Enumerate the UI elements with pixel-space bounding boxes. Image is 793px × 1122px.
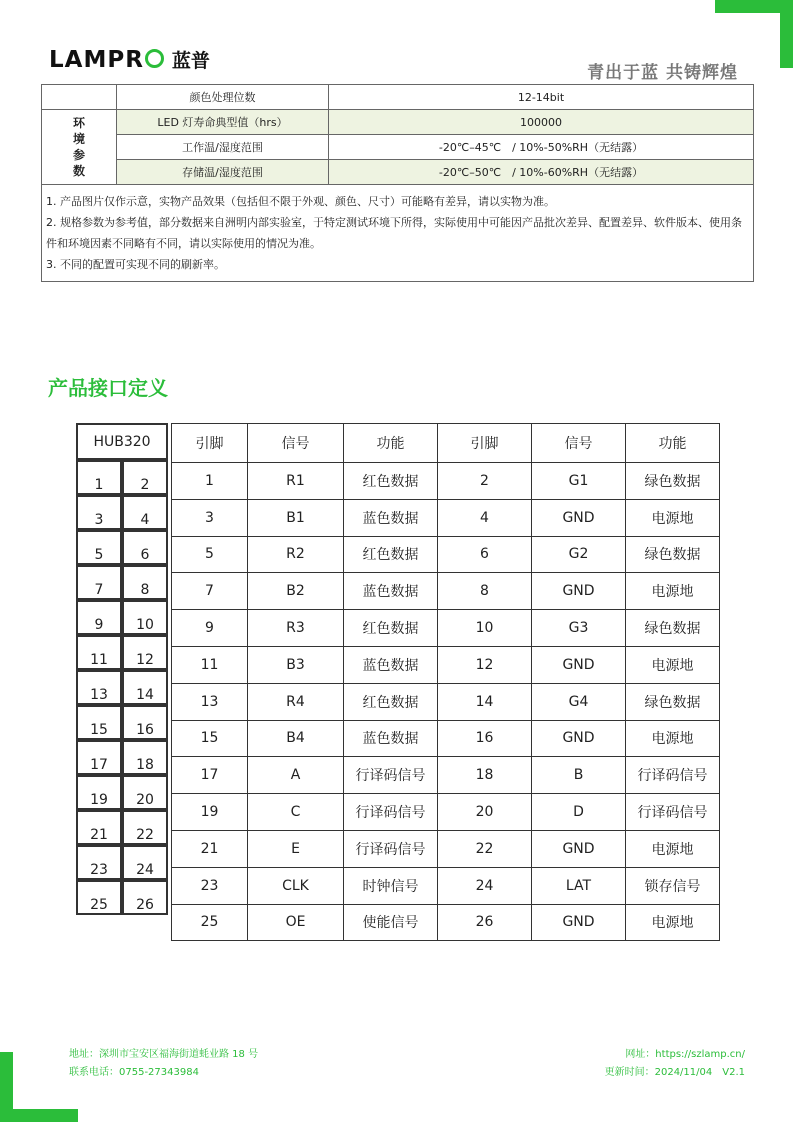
spec-notes bbox=[42, 185, 754, 282]
pin-table-cell: 锁存信号 bbox=[626, 867, 720, 904]
hub-pin-number: 21 bbox=[76, 810, 122, 845]
pin-table-cell: 17 bbox=[172, 757, 248, 794]
spec-value: -20℃–50℃ / 10%-60%RH（无结露） bbox=[329, 160, 754, 185]
table-row bbox=[172, 830, 720, 867]
hub-pin-number: 8 bbox=[122, 565, 168, 600]
hub-pin-number: 5 bbox=[76, 530, 122, 565]
pin-table-cell: 12 bbox=[438, 646, 532, 683]
pin-table-cell: 绿色数据 bbox=[626, 610, 720, 647]
pin-table-cell: G1 bbox=[532, 463, 626, 500]
hub-pin-number: 2 bbox=[122, 460, 168, 495]
pin-table-cell: 20 bbox=[438, 794, 532, 831]
pin-table-cell: 1 bbox=[172, 463, 248, 500]
pin-table-cell: 行译码信号 bbox=[344, 757, 438, 794]
pin-table-cell: GND bbox=[532, 646, 626, 683]
pin-table-cell: 电源地 bbox=[626, 904, 720, 941]
hub-pin-number: 24 bbox=[122, 845, 168, 880]
pin-table-cell: 绿色数据 bbox=[626, 683, 720, 720]
pin-table-cell: 电源地 bbox=[626, 573, 720, 610]
hub-pin-number: 26 bbox=[122, 880, 168, 915]
pin-table-header-cell: 信号 bbox=[248, 424, 344, 463]
pin-table-cell: 电源地 bbox=[626, 720, 720, 757]
pin-table-cell: 绿色数据 bbox=[626, 536, 720, 573]
spec-row bbox=[42, 85, 754, 110]
hub-pin-number: 13 bbox=[76, 670, 122, 705]
pin-table-cell: 7 bbox=[172, 573, 248, 610]
hub-pin-number: 17 bbox=[76, 740, 122, 775]
pin-table-cell: 5 bbox=[172, 536, 248, 573]
table-row bbox=[172, 683, 720, 720]
pin-table-header-cell: 引脚 bbox=[438, 424, 532, 463]
brand-logo bbox=[49, 46, 210, 73]
table-row bbox=[172, 536, 720, 573]
pin-table-cell: 绿色数据 bbox=[626, 463, 720, 500]
group-label-text: 环境参数 bbox=[72, 116, 85, 178]
pin-definition-table bbox=[171, 423, 720, 941]
table-row bbox=[172, 573, 720, 610]
slogan: 青出于蓝 共铸辉煌 bbox=[587, 63, 738, 83]
pin-table-cell: 11 bbox=[172, 646, 248, 683]
pin-table-cell: 电源地 bbox=[626, 830, 720, 867]
pin-table-cell: 4 bbox=[438, 499, 532, 536]
pin-table-cell: GND bbox=[532, 904, 626, 941]
table-row bbox=[172, 646, 720, 683]
hub-pin-grid bbox=[76, 423, 168, 915]
table-row bbox=[172, 867, 720, 904]
pin-table-cell: GND bbox=[532, 499, 626, 536]
footer-updated: 更新时间：2024/11/04 V2.1 bbox=[604, 1067, 745, 1078]
corner-decoration-bottom-left bbox=[0, 1052, 78, 1122]
hub-pin-number: 1 bbox=[76, 460, 122, 495]
pin-table-cell: LAT bbox=[532, 867, 626, 904]
pin-table-cell: 3 bbox=[172, 499, 248, 536]
hub-pin-row bbox=[76, 670, 168, 705]
spec-group-empty bbox=[42, 85, 117, 110]
footer-meta bbox=[605, 1046, 745, 1082]
note-3: 3. 不同的配置可实现不同的刷新率。 bbox=[46, 258, 225, 271]
pin-table-header-cell: 功能 bbox=[344, 424, 438, 463]
spec-row bbox=[42, 135, 754, 160]
pin-table-cell: 16 bbox=[438, 720, 532, 757]
table-row bbox=[172, 463, 720, 500]
footer-address: 地址：深圳市宝安区福海街道蚝业路 18 号 bbox=[69, 1049, 259, 1060]
spec-group-label bbox=[42, 110, 117, 185]
note-1: 1. 产品图片仅作示意，实物产品效果（包括但不限于外观、颜色、尺寸）可能略有差异，请以实物为准。 bbox=[46, 195, 555, 208]
footer-website: 网址：https://szlamp.cn/ bbox=[625, 1049, 745, 1060]
pin-table-cell: 电源地 bbox=[626, 646, 720, 683]
spec-value: -20℃–45℃ / 10%-50%RH（无结露） bbox=[329, 135, 754, 160]
pin-table-cell: 8 bbox=[438, 573, 532, 610]
pin-table-cell: G2 bbox=[532, 536, 626, 573]
pin-table-cell: 红色数据 bbox=[344, 463, 438, 500]
logo-text: LAMPR bbox=[49, 46, 144, 73]
pin-table-cell: B bbox=[532, 757, 626, 794]
hub-pin-row bbox=[76, 705, 168, 740]
hub-pin-row bbox=[76, 845, 168, 880]
footer-phone: 联系电话：0755-27343984 bbox=[69, 1067, 199, 1078]
pin-table-cell: CLK bbox=[248, 867, 344, 904]
pin-table-cell: 6 bbox=[438, 536, 532, 573]
table-row bbox=[172, 904, 720, 941]
hub-pin-number: 6 bbox=[122, 530, 168, 565]
pin-table-cell: 行译码信号 bbox=[344, 830, 438, 867]
hub-pin-number: 22 bbox=[122, 810, 168, 845]
hub-pin-number: 23 bbox=[76, 845, 122, 880]
spec-label: LED 灯寿命典型值（hrs） bbox=[117, 110, 329, 135]
spec-label: 工作温/湿度范围 bbox=[117, 135, 329, 160]
hub-pin-row bbox=[76, 635, 168, 670]
hub-pin-number: 18 bbox=[122, 740, 168, 775]
spec-row bbox=[42, 160, 754, 185]
pin-table-cell: G4 bbox=[532, 683, 626, 720]
pin-table-cell: 19 bbox=[172, 794, 248, 831]
hub-pin-row bbox=[76, 810, 168, 845]
hub-pin-number: 9 bbox=[76, 600, 122, 635]
section-title: 产品接口定义 bbox=[48, 376, 168, 400]
pin-table-cell: B3 bbox=[248, 646, 344, 683]
spec-label: 颜色处理位数 bbox=[117, 85, 329, 110]
pin-table-cell: 蓝色数据 bbox=[344, 573, 438, 610]
table-row bbox=[172, 499, 720, 536]
pin-table-cell: 行译码信号 bbox=[344, 794, 438, 831]
pin-table-cell: 25 bbox=[172, 904, 248, 941]
hub-pin-row bbox=[76, 740, 168, 775]
hub-pin-row bbox=[76, 600, 168, 635]
spec-notes-row bbox=[42, 185, 754, 282]
hub-pin-row bbox=[76, 565, 168, 600]
hub-pin-number: 20 bbox=[122, 775, 168, 810]
hub-pin-row bbox=[76, 775, 168, 810]
hub-pin-number: 11 bbox=[76, 635, 122, 670]
hub-pin-number: 4 bbox=[122, 495, 168, 530]
pin-table-cell: 使能信号 bbox=[344, 904, 438, 941]
pin-table-cell: GND bbox=[532, 830, 626, 867]
hub-connector-diagram bbox=[76, 423, 168, 915]
pin-table-cell: B2 bbox=[248, 573, 344, 610]
pin-table-cell: 2 bbox=[438, 463, 532, 500]
pin-table-cell: 9 bbox=[172, 610, 248, 647]
hub-pin-number: 12 bbox=[122, 635, 168, 670]
pin-table-cell: 电源地 bbox=[626, 499, 720, 536]
logo-o-mark-icon bbox=[145, 49, 164, 68]
hub-pin-number: 19 bbox=[76, 775, 122, 810]
spec-value: 12-14bit bbox=[329, 85, 754, 110]
pin-table-cell: 时钟信号 bbox=[344, 867, 438, 904]
pin-table-cell: R3 bbox=[248, 610, 344, 647]
hub-pin-row bbox=[76, 495, 168, 530]
footer-contact bbox=[69, 1046, 258, 1082]
pin-table-cell: C bbox=[248, 794, 344, 831]
pin-table-cell: 22 bbox=[438, 830, 532, 867]
hub-pin-number: 10 bbox=[122, 600, 168, 635]
table-row bbox=[172, 720, 720, 757]
logo-chinese-name: 蓝普 bbox=[171, 50, 210, 72]
pin-table-cell: R4 bbox=[248, 683, 344, 720]
pin-table-header-cell: 信号 bbox=[532, 424, 626, 463]
pin-table-cell: 行译码信号 bbox=[626, 794, 720, 831]
pin-table-cell: 蓝色数据 bbox=[344, 720, 438, 757]
spec-row bbox=[42, 110, 754, 135]
pin-table-header bbox=[172, 424, 720, 463]
pin-table-cell: 10 bbox=[438, 610, 532, 647]
pin-table-header-cell: 功能 bbox=[626, 424, 720, 463]
pin-table-cell: 红色数据 bbox=[344, 610, 438, 647]
pin-table-cell: 24 bbox=[438, 867, 532, 904]
pin-table-cell: E bbox=[248, 830, 344, 867]
pin-table-cell: R1 bbox=[248, 463, 344, 500]
pin-table-cell: B4 bbox=[248, 720, 344, 757]
note-2: 2. 规格参数为参考值，部分数据来自洲明内部实验室，于特定测试环境下所得，实际使用中可能因产品批次差异、配置差异、软件版本、使用条件和环境因素不同略有不同，请以实际使用的情况为准。 bbox=[46, 216, 742, 250]
pin-table-cell: GND bbox=[532, 573, 626, 610]
pin-table-cell: 行译码信号 bbox=[626, 757, 720, 794]
hub-pin-number: 3 bbox=[76, 495, 122, 530]
pin-table-cell: G3 bbox=[532, 610, 626, 647]
pin-table-cell: D bbox=[532, 794, 626, 831]
hub-title: HUB320 bbox=[76, 423, 168, 460]
pin-table-cell: 15 bbox=[172, 720, 248, 757]
pin-table-cell: 蓝色数据 bbox=[344, 646, 438, 683]
hub-pin-row bbox=[76, 530, 168, 565]
pin-table-cell: 蓝色数据 bbox=[344, 499, 438, 536]
spec-table bbox=[41, 84, 754, 282]
pin-table-header-cell: 引脚 bbox=[172, 424, 248, 463]
pin-table-cell: 13 bbox=[172, 683, 248, 720]
pin-table-cell: 21 bbox=[172, 830, 248, 867]
pin-table-cell: R2 bbox=[248, 536, 344, 573]
pin-table-cell: B1 bbox=[248, 499, 344, 536]
hub-pin-number: 15 bbox=[76, 705, 122, 740]
pin-table-cell: 18 bbox=[438, 757, 532, 794]
pin-table-cell: GND bbox=[532, 720, 626, 757]
table-row bbox=[172, 610, 720, 647]
spec-label: 存储温/湿度范围 bbox=[117, 160, 329, 185]
pin-table-cell: OE bbox=[248, 904, 344, 941]
pin-table-cell: 23 bbox=[172, 867, 248, 904]
hub-pin-number: 14 bbox=[122, 670, 168, 705]
hub-pin-number: 16 bbox=[122, 705, 168, 740]
table-row bbox=[172, 794, 720, 831]
hub-pin-row bbox=[76, 880, 168, 915]
pin-table-cell: 红色数据 bbox=[344, 683, 438, 720]
pin-table-cell: A bbox=[248, 757, 344, 794]
hub-pin-number: 25 bbox=[76, 880, 122, 915]
spec-value: 100000 bbox=[329, 110, 754, 135]
hub-pin-row bbox=[76, 460, 168, 495]
pin-table-cell: 26 bbox=[438, 904, 532, 941]
pin-table-cell: 红色数据 bbox=[344, 536, 438, 573]
pin-table-cell: 14 bbox=[438, 683, 532, 720]
table-row bbox=[172, 757, 720, 794]
hub-pin-number: 7 bbox=[76, 565, 122, 600]
